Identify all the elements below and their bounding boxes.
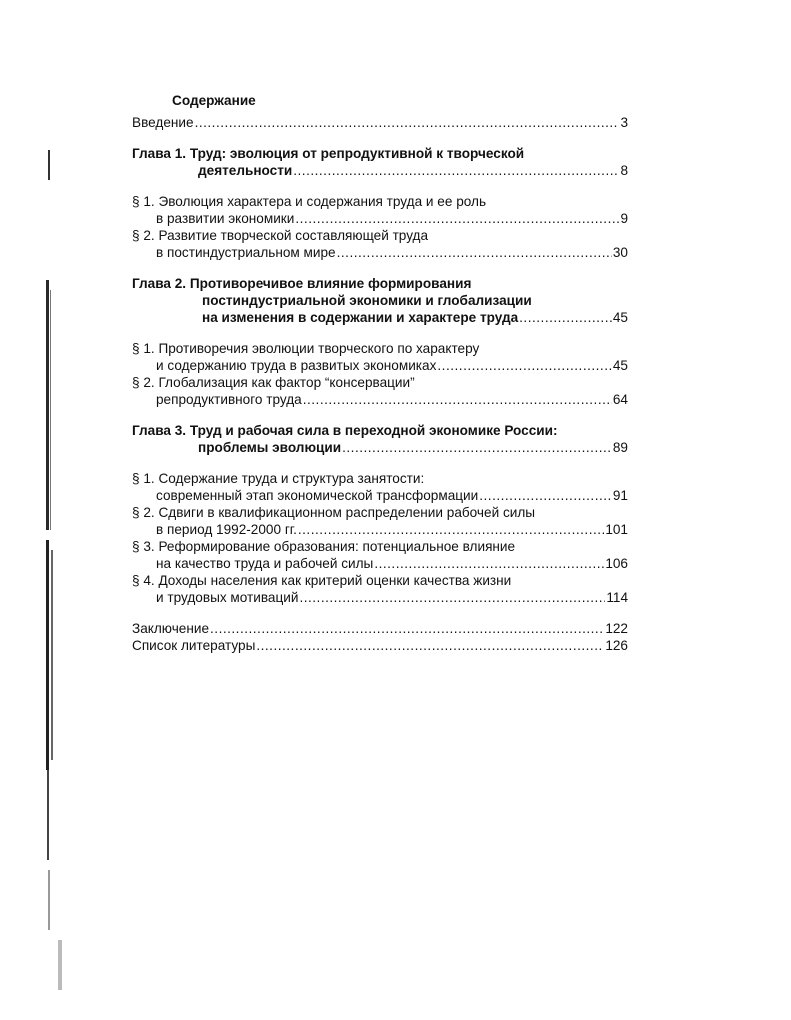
page-number: 30 <box>612 245 628 260</box>
leader-dots <box>293 162 619 179</box>
page-number: 89 <box>612 440 628 455</box>
toc-section <box>132 227 628 261</box>
leader-dots <box>195 114 620 131</box>
table-of-contents <box>132 92 628 654</box>
toc-chapter-1 <box>132 145 628 179</box>
section-title-line: § 1. Содержание труда и структура занятости: <box>132 471 425 486</box>
section-title-line: современный этап экономической трансформации <box>156 488 479 503</box>
page-number: 8 <box>620 163 628 178</box>
scan-binding-edge <box>38 150 64 1020</box>
section-title-line: и трудовых мотиваций <box>156 590 299 605</box>
section-title-line: § 2. Глобализация как фактор “консервации” <box>132 375 415 390</box>
section-title-line: § 1. Эволюция характера и содержания труда и ее роль <box>132 194 487 209</box>
chapter-title-line: деятельности <box>198 163 293 178</box>
section-title-line: на качество труда и рабочей силы <box>156 556 374 571</box>
section-title-line: § 3. Реформирование образования: потенциальное влияние <box>132 539 516 554</box>
page-number: 45 <box>612 358 628 373</box>
toc-section <box>132 470 628 504</box>
leader-dots <box>519 309 612 326</box>
page-number: 106 <box>605 556 628 571</box>
section-title-line: в период 1992-2000 гг. <box>156 522 297 537</box>
entry-label: Список литературы <box>132 638 256 653</box>
toc-heading: Содержание <box>172 93 256 108</box>
toc-chapter-3 <box>132 422 628 456</box>
section-title-line: и содержанию труда в развитых экономиках <box>156 358 437 373</box>
entry-label: Введение <box>132 115 194 130</box>
page-number: 45 <box>612 310 628 325</box>
leader-dots <box>337 244 612 261</box>
leader-dots <box>298 521 604 538</box>
toc-section <box>132 374 628 408</box>
leader-dots <box>210 620 604 637</box>
section-title-line: в постиндустриальном мире <box>156 245 336 260</box>
page-number: 64 <box>612 392 628 407</box>
page-number: 9 <box>620 211 628 226</box>
toc-entry-conclusion <box>132 620 628 637</box>
leader-dots <box>303 391 612 408</box>
toc-section <box>132 538 628 572</box>
toc-entry-intro <box>132 114 628 131</box>
section-title-line: § 1. Противоречия эволюции творческого по характеру <box>132 341 480 356</box>
section-title-line: репродуктивного труда <box>156 392 302 407</box>
leader-dots <box>342 439 612 456</box>
page-number: 101 <box>605 522 628 537</box>
section-title-line: § 2. Сдвиги в квалификационном распределении рабочей силы <box>132 505 536 520</box>
chapter-title-line: Глава 3. Труд и рабочая сила в переходной экономике России: <box>132 423 558 438</box>
page-number: 3 <box>620 115 628 130</box>
section-title-line: § 2. Развитие творческой составляющей труда <box>132 228 429 243</box>
toc-section <box>132 572 628 606</box>
leader-dots <box>479 487 612 504</box>
chapter-title-line: Глава 1. Труд: эволюция от репродуктивной к творческой <box>132 146 525 161</box>
page-number: 114 <box>606 590 628 605</box>
page-number: 126 <box>605 638 628 653</box>
leader-dots <box>299 589 605 606</box>
leader-dots <box>437 357 611 374</box>
chapter-title-line: Глава 2. Противоречивое влияние формирования <box>132 276 472 291</box>
toc-chapter-2 <box>132 275 628 326</box>
section-title-line: § 4. Доходы населения как критерий оценки качества жизни <box>132 573 512 588</box>
entry-label: Заключение <box>132 621 210 636</box>
page-number: 91 <box>612 488 628 503</box>
toc-section <box>132 340 628 374</box>
chapter-title-line: постиндустриальной экономики и глобализации <box>202 293 532 308</box>
leader-dots <box>256 637 604 654</box>
chapter-title-line: на изменения в содержании и характере труда <box>202 310 519 325</box>
toc-section <box>132 504 628 538</box>
section-title-line: в развитии экономики <box>156 211 295 226</box>
leader-dots <box>374 555 604 572</box>
leader-dots <box>295 210 619 227</box>
toc-section <box>132 193 628 227</box>
toc-entry-references <box>132 637 628 654</box>
page-number: 122 <box>605 621 628 636</box>
chapter-title-line: проблемы эволюции <box>198 440 342 455</box>
